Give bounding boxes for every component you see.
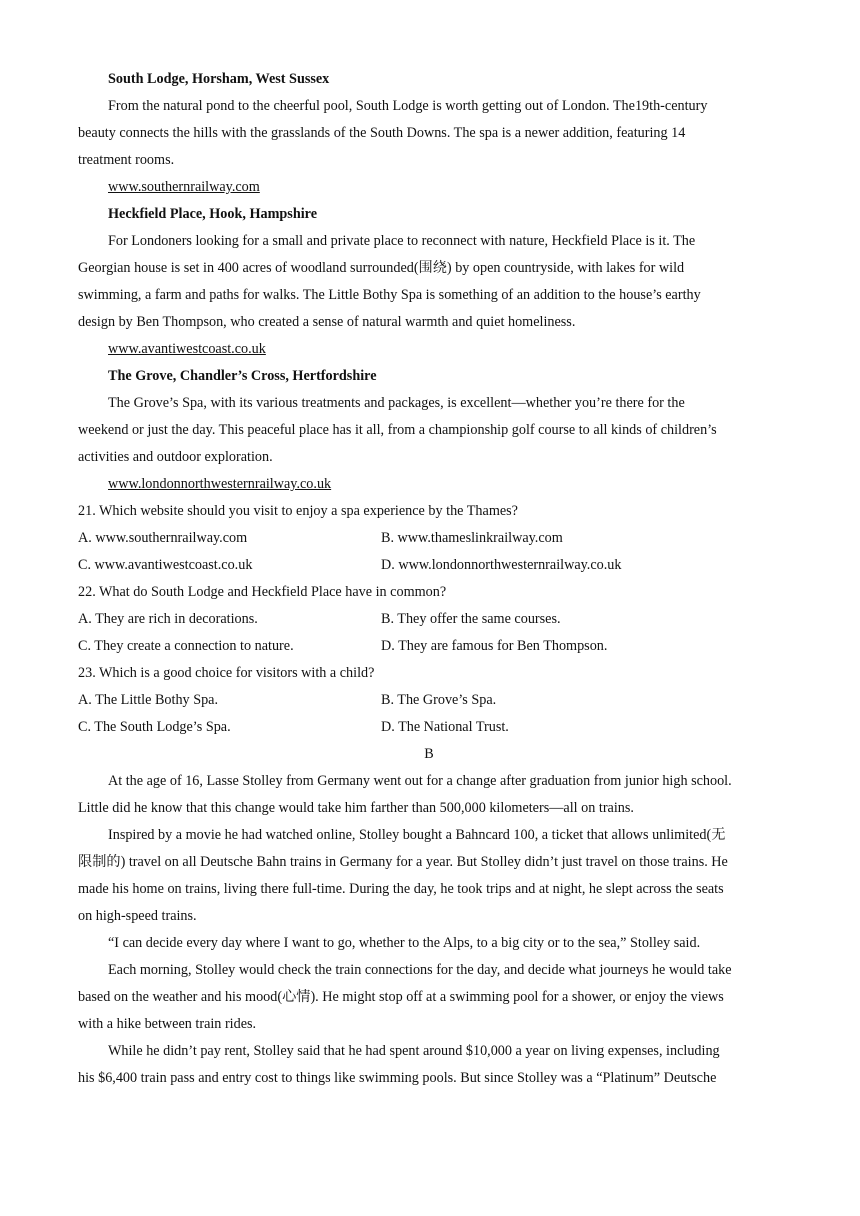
paragraph-line: design by Ben Thompson, who created a sense of natural warmth and quiet homeliness. [78,314,576,330]
option-a: A. They are rich in decorations. [78,611,258,627]
paragraph-line: with a hike between train rides. [78,1016,257,1032]
question-21-stem: 21. Which website should you visit to enjoy a spa experience by the Thames? [78,503,518,519]
paragraph-line: Inspired by a movie he had watched online, Stolley bought a Bahncard 100, a ticket that allows unlimited(无 [108,827,726,843]
question-21-options-row-2 [78,552,780,579]
question-23-options-row-1 [78,687,780,714]
question-22-options-row-2 [78,633,780,660]
option-d: D. They are famous for Ben Thompson. [381,638,608,654]
document-content [78,66,780,1092]
option-c: C. They create a connection to nature. [78,638,294,654]
paragraph-line: “I can decide every day where I want to go, whether to the Alps, to a big city or to the sea,” Stolley said. [108,935,701,951]
paragraph-line: beauty connects the hills with the grasslands of the South Downs. The spa is a newer addition, featuring 14 [78,125,686,141]
option-c: C. The South Lodge’s Spa. [78,719,231,735]
link-avanti-west-coast[interactable]: www.avantiwestcoast.co.uk [108,341,266,357]
paragraph-line: Georgian house is set in 400 acres of woodland surrounded(围绕) by open countryside, with lakes for wild [78,260,685,276]
option-a: A. The Little Bothy Spa. [78,692,219,708]
paragraph-line: treatment rooms. [78,152,175,168]
question-21-options-row-1 [78,525,780,552]
paragraph-line: For Londoners looking for a small and private place to reconnect with nature, Heckfield Place is it. The [108,233,696,249]
paragraph-line: on high-speed trains. [78,908,197,924]
option-c: C. www.avantiwestcoast.co.uk [78,557,253,573]
question-22-options-row-1 [78,606,780,633]
passage-b-label: B [424,746,434,762]
paragraph-line: made his home on trains, living there full-time. During the day, he took trips and at night, he slept across the seats [78,881,724,897]
heading-south-lodge: South Lodge, Horsham, West Sussex [108,71,330,87]
paragraph-line: weekend or just the day. This peaceful place has it all, from a championship golf course to all kinds of children’s [78,422,717,438]
paragraph-line: The Grove’s Spa, with its various treatments and packages, is excellent—whether you’re there for the [108,395,685,411]
link-southern-railway[interactable]: www.southernrailway.com [108,179,260,195]
paragraph-line: Little did he know that this change would take him farther than 500,000 kilometers—all on trains. [78,800,634,816]
option-a: A. www.southernrailway.com [78,530,248,546]
question-22-stem: 22. What do South Lodge and Heckfield Place have in common? [78,584,447,600]
option-d: D. www.londonnorthwesternrailway.co.uk [381,557,622,573]
option-b: B. They offer the same courses. [381,611,561,627]
paragraph-line: From the natural pond to the cheerful pool, South Lodge is worth getting out of London. The19th-century [108,98,708,114]
paragraph-line: At the age of 16, Lasse Stolley from Germany went out for a change after graduation from junior high school. [108,773,732,789]
heading-the-grove: The Grove, Chandler’s Cross, Hertfordshire [108,368,377,384]
link-london-northwestern-railway[interactable]: www.londonnorthwesternrailway.co.uk [108,476,332,492]
paragraph-line: activities and outdoor exploration. [78,449,273,465]
paragraph-line: Each morning, Stolley would check the train connections for the day, and decide what journeys he would take [108,962,732,978]
option-b: B. www.thameslinkrailway.com [381,530,563,546]
option-b: B. The Grove’s Spa. [381,692,497,708]
question-23-options-row-2 [78,714,780,741]
paragraph-line: 限制的) travel on all Deutsche Bahn trains in Germany for a year. But Stolley didn’t just travel on those trains. He [78,854,728,870]
heading-heckfield-place: Heckfield Place, Hook, Hampshire [108,206,317,222]
paragraph-line: based on the weather and his mood(心情). He might stop off at a swimming pool for a shower, or enjoy the views [78,989,724,1005]
paragraph-line: his $6,400 train pass and entry cost to things like swimming pools. But since Stolley was a “Platinum” Deutsche [78,1070,717,1086]
question-23-stem: 23. Which is a good choice for visitors with a child? [78,665,375,681]
paragraph-line: While he didn’t pay rent, Stolley said that he had spent around $10,000 a year on living expenses, including [108,1043,720,1059]
paragraph-line: swimming, a farm and paths for walks. The Little Bothy Spa is something of an addition to the house’s earthy [78,287,701,303]
option-d: D. The National Trust. [381,719,509,735]
